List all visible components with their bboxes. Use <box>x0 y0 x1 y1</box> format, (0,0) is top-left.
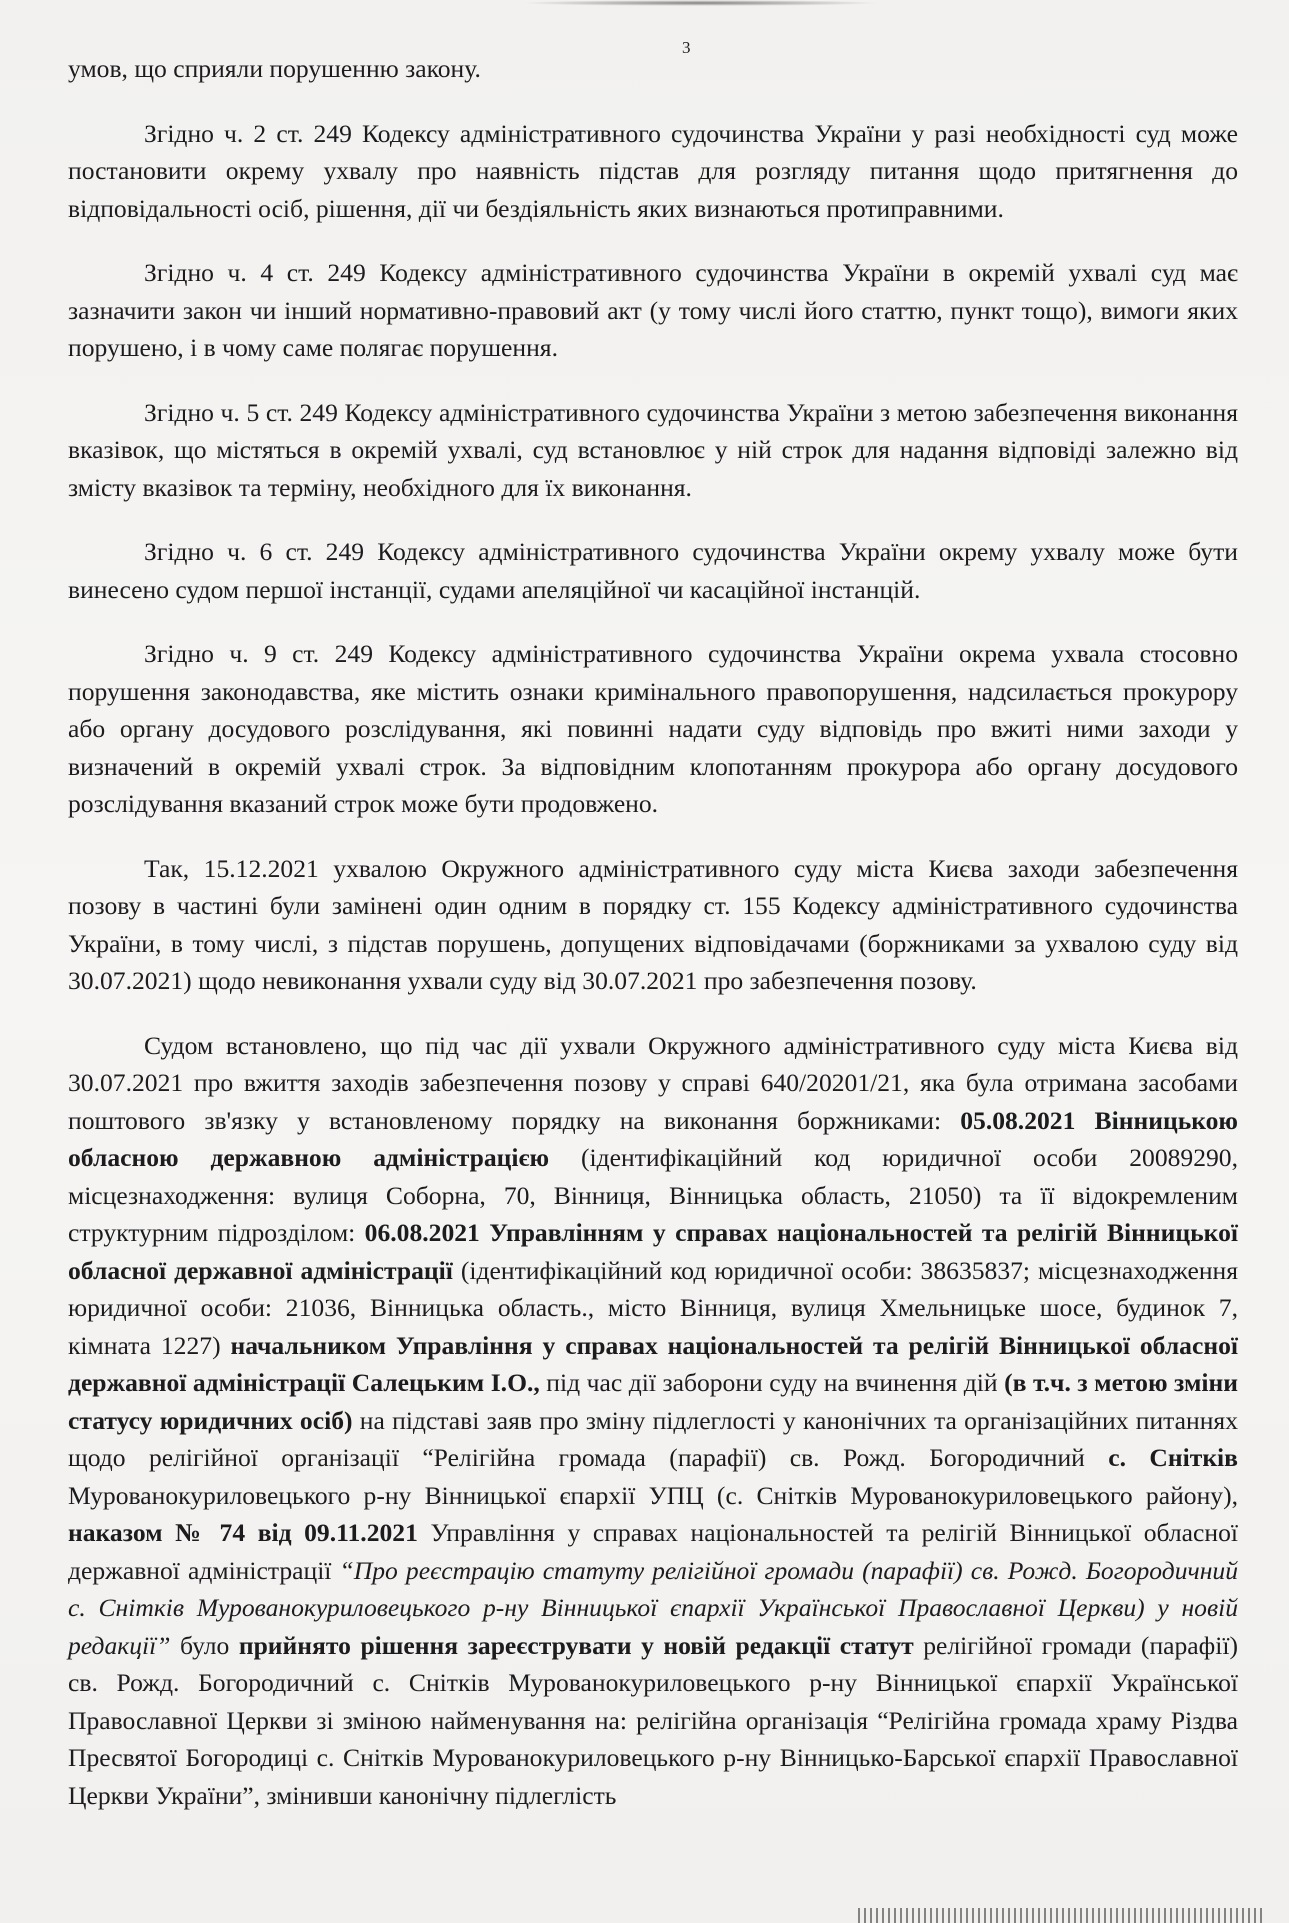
bold-text: наказом № 74 від 09.11.2021 <box>68 1518 418 1547</box>
paragraph-text: Управління у справах національностей та релігій Вінницької обласної державної адміністрації <box>68 1518 1239 1585</box>
paragraph-text: (ідентифікаційний код юридичної особи 20089290, місцезнаходження: вулиця Соборна, 70, Вінниця, Вінницька область, 21050) та її відокремленим структурним підрозділом: <box>68 1143 1238 1247</box>
bold-text: прийнято рішення зареєструвати у новій редакції статут <box>238 1630 914 1660</box>
paragraph <box>68 850 1238 1000</box>
paragraph-text: умов, що сприяли порушенню закону. <box>68 54 481 83</box>
paragraph <box>68 50 1238 88</box>
paragraph <box>68 635 1238 823</box>
paragraph-text: (ідентифікаційний код юридичної особи: 38635837; місцезнаходження юридичної особи: 21036, Вінницька область., місто Вінниця, вулиця Хмельницьке шосе, будинок 7, кімната 1227) <box>68 1255 1238 1360</box>
bold-text: 05.08.2021 Вінницькою обласною державною адміністрацією <box>68 1105 1238 1172</box>
paragraph <box>68 254 1238 367</box>
paragraph-text: було <box>170 1630 239 1660</box>
bold-text: (в т.ч. з метою зміни статусу юридичних осіб) <box>68 1368 1238 1435</box>
paragraph-text: Мурованокуриловецького р-ну Вінницької єпархії УПЦ (с. Снітків Мурованокуриловецького району), <box>68 1480 1238 1510</box>
paragraph-text: Згідно ч. 5 ст. 249 Кодексу адміністративного судочинства України з метою забезпечення виконання вказівок, що містяться в окремій ухвалі, суд встановлює у ній строк для надання відповіді залежно від змісту вказівок та терміну, необхідного для їх виконання. <box>68 397 1238 502</box>
paragraph <box>68 115 1238 228</box>
paragraph-text: Згідно ч. 6 ст. 249 Кодексу адміністративного судочинства України окрему ухвалу може бути винесено судом першої інстанції, судами апеляційної чи касаційної інстанцій. <box>68 537 1238 604</box>
document-body <box>68 50 1238 1841</box>
paragraph-text: Згідно ч. 4 ст. 249 Кодексу адміністративного судочинства України в окремій ухвалі суд має зазначити закон чи інший нормативно-правовий акт (у тому числі його статтю, пункт тощо), вимоги яких порушено, і в чому саме полягає порушення. <box>68 258 1238 362</box>
paragraph-text: Згідно ч. 9 ст. 249 Кодексу адміністративного судочинства України окрема ухвала стосовно порушення законодавства, яке містить ознаки кримінального правопорушення, надсилається прокурору або органу досудового розслідування, які повинні надати суду відповідь про вжиті ними заходи у визначений в окремій ухвалі строк. За відповідним клопотанням прокурора або органу досудового розслідування вказаний строк може бути продовжено. <box>68 639 1238 818</box>
paragraph-text: релігійної громади (парафії) св. Рожд. Богородичний с. Снітків Мурованокуриловецького р-ну Вінницької єпархії Української Православної Церкви зі зміною найменування на: релігійна організація “Релігійна громада храму Різдва Пресвятої Богородиці с. Снітків Мурованокуриловецького р-ну Вінницько-Барської єпархії Православної Церкви України”, змінивши канонічну підлеглість <box>68 1630 1238 1810</box>
paragraph <box>68 1027 1238 1815</box>
italic-text: “Про реєстрацію статуту релігійної громади (парафії) св. Рожд. Богородичний с. Снітків Мурованокуриловецького р-ну Вінницької єпархії Української Православної Церкви) у новій редакції” <box>68 1555 1238 1660</box>
paragraph-text: під час дії заборони суду на вчинення дій <box>539 1368 1005 1397</box>
paragraph-text: Судом встановлено, що під час дії ухвали Окружного адміністративного суду міста Києва від 30.07.2021 про вжиття заходів забезпечення позову у справі 640/20201/21, яка була отримана засобами поштового зв'язку у встановленому порядку на виконання боржниками: <box>68 1030 1238 1135</box>
paragraph-text: Згідно ч. 2 ст. 249 Кодексу адміністративного судочинства України у разі необхідності суд може постановити окрему ухвалу про наявність підстав для розгляду питання щодо притягнення до відповідальності осіб, рішення, дії чи бездіяльність яких визнаються протиправними. <box>68 118 1238 223</box>
bold-text: 06.08.2021 Управлінням у справах національностей та релігій Вінницької обласної державної адміністрації <box>68 1218 1238 1285</box>
bold-text: начальником Управління у справах національностей та релігій Вінницької обласної державної адміністрації Салецьким І.О., <box>68 1330 1238 1397</box>
paragraph-text: Так, 15.12.2021 ухвалою Окружного адміністративного суду міста Києва заходи забезпечення позову в частині були замінені один одним в порядку ст. 155 Кодексу адміністративного судочинства України, в тому числі, з підстав порушень, допущених відповідачами (боржниками за ухвалою суду від 30.07.2021) щодо невиконання ухвали суду від 30.07.2021 про забезпечення позову. <box>68 853 1238 995</box>
bold-text: с. Снітків <box>1108 1443 1238 1472</box>
scan-shadow <box>520 0 880 6</box>
page-number: 3 <box>682 38 691 57</box>
paragraph <box>68 394 1238 507</box>
paragraph <box>68 533 1238 608</box>
scan-edge-marks <box>858 1908 1264 1923</box>
paragraph-text: на підставі заяв про зміну підлеглості у канонічних та організаційних питаннях щодо релігійної організації “Релігійна громада (парафії) св. Рожд. Богородичний <box>68 1405 1239 1472</box>
